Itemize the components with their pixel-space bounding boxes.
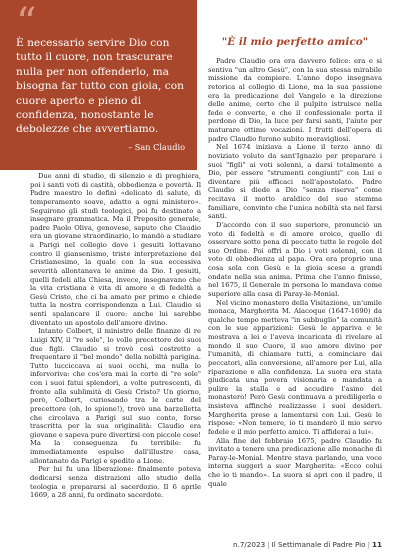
paragraph: Due anni di studio, di silenzio e di preghiera, poi i santi voti di castità, obbedienza e povertà. Il Padre maestro lo definì «delicato di salute, di temperamento soave, adatto a ogni ministero». Seguirono gli studi teologici, poi fu destinato a insegnare grammatica. Ma il Preposito generale, padre Paolo Oliva, genovese, saputo che Claudio era un giovane straordinario, lo mandò a studiare a Parigi nel collegio dove i gesuiti lottavano contro il giansenismo, triste interpretazione del Cristianesimo, la quale con la sua eccessiva severità allontanava le anime da Dio. I gesuiti, quelli fedeli alla Chiesa, invece, insegnavano che la vita cristiana è vita di amore e di fedeltà a Gesù Cristo, che ci ha amato per primo e chiede tutta la nostra corrispondenza a Lui. Claudio si sentì spalancare il cuore: anche lui sarebbe diventato un apostolo dell'amore divino. — [30, 172, 201, 327]
left-column — [30, 172, 201, 500]
magazine-name: Il Settimanale di Padre Pio — [271, 540, 366, 549]
page-number: 11 — [371, 540, 382, 549]
paragraph: Per lui fu una liberazione: finalmente poteva dedicarsi senza distrazioni allo studio della teologia e prepararsi al sacerdozio. Il 6 aprile 1669, a 28 anni, fu ordinato sacerdote. — [30, 465, 201, 500]
pull-quote-text: È necessario servire Dio con tutto il cuore, non trascurare nulla per non offenderlo, ma bisogna far tutto con gioia, con cuore aperto e pieno di confidenza, nonostante le debolezze che avvertiamo. — [16, 37, 184, 136]
section-title: "È il mio perfetto amico" — [221, 36, 369, 48]
paragraph: Padre Claudio ora era davvero felice: era e si sentiva "un altro Gesù", con la sua stessa mirabile missione da compiere. L'anno dopo insegnava retorica al collegio di Lione, ma la sua passione era la predicazione del Vangelo e la direzione delle anime, certo che il pulpito istruisce nella fede e converte, e che il confessionale porta il perdono di Dio, la luce per farsi santi, l'aiuto per maturare ottime vocazioni. I frutti dell'opera di padre Claudio furono subito meravigliosi. — [208, 57, 382, 143]
issue-number: n.7/2023 — [233, 540, 266, 549]
right-column — [208, 57, 382, 488]
paragraph: Nel 1674 iniziava a Lione il terzo anno di noviziato voluto da sant'Ignazio per preparare i suoi "figli" ai voti solenni, a darsi totalmente a Dio, per essere "strumenti congiunti" con Lui e diventare più efficaci nell'apostolato. Padre Claudio si diede a Dio "senza riserva" come recitava il motto araldico del suo stemma familiare, convinto che l'unica nobiltà sta nel farsi santi. — [208, 143, 382, 221]
pull-quote-author: – San Claudio — [128, 141, 185, 152]
paragraph: Nel vicino monastero della Visitazione, un'umile monaca, Margherita M. Alacoque (1647-1690) da qualche tempo metteva "in subbuglio" la comunità con le sue apparizioni: Gesù le appariva e le mostrava a lei e l'aveva incaricata di rivelare al mondo il suo Cuore, il suo amore divino per l'umanità, di chiamare tutti, a cominciare dai peccatori, alla conversione, all'amore per Lui, alla riparazione e alla confidenza. La suora era stata giudicata una povera visionaria e mandata a pulire la stalla e ad accudire l'asino del monastero! Però Gesù continuava a prediligerla e insisteva affinché realizzasse i suoi desideri. Margherita prese a lamentarsi con Lui. Gesù le rispose: «Non temere, io ti manderò il mio servo fedele e il mio perfetto amico. Ti affiderai a lui». — [208, 298, 382, 436]
page-footer: n.7/2023 | Il Settimanale di Padre Pio | 11 — [233, 540, 382, 549]
pull-quote-box — [0, 0, 197, 170]
paragraph: Alla fine del febbraio 1675, padre Claudio fu invitato a tenere una predicazione alle monache di Paray-le-Monial. Mentre stava parlando, una voce interna suggerì a suor Margherita: «Ecco colui che io ti mando». La suora si aprì con il padre, il quale — [208, 436, 382, 488]
paragraph: D'accordo con il suo superiore, pronunciò un voto di fedeltà e di amore eroico, quello di osservare sotto pena di peccato tutte le regole del suo Ordine. Poi offrì a Dio i voti solenni, con il voto di obbedienza al papa. Ora era proprio una cosa sola con Gesù e la gioia scese a grandi ondate nella sua anima. Prima che l'anno finisse, nel 1675, il Generale in persona lo mandava come superiore alla casa di Paray-le-Monial. — [208, 220, 382, 298]
paragraph: Intanto Colbert, il ministro delle finanze di re Luigi XIV, il "re sole", lo volle precettore dei suoi due figli. Claudio si trovò così costretto a frequentare il "bel mondo" della nobiltà parigina. Tutto lucciccava ai suoi occhi, ma nulla lo infervoriva: che cos'era mai la corte di "re sole" con i suoi fatui splendori, a volte putrescenti, di fronte alla sublimità di Gesù Cristo? Un giorno, però, Colbert, curiosando tra le carte del precettore (oh, lo spione!), trovò una barzelletta che circolava a Parigi sul suo conto, forse trascritta per la sua originalità: Claudio era giovane e sapeva pure divertirsi con piccole cose! Ma la conseguenza fu terribile: fu immediatamente espulso dall'illustre casa, allontanato da Parigi e spedito a Lione. — [30, 327, 201, 465]
quote-mark-icon: “ — [16, 0, 37, 46]
